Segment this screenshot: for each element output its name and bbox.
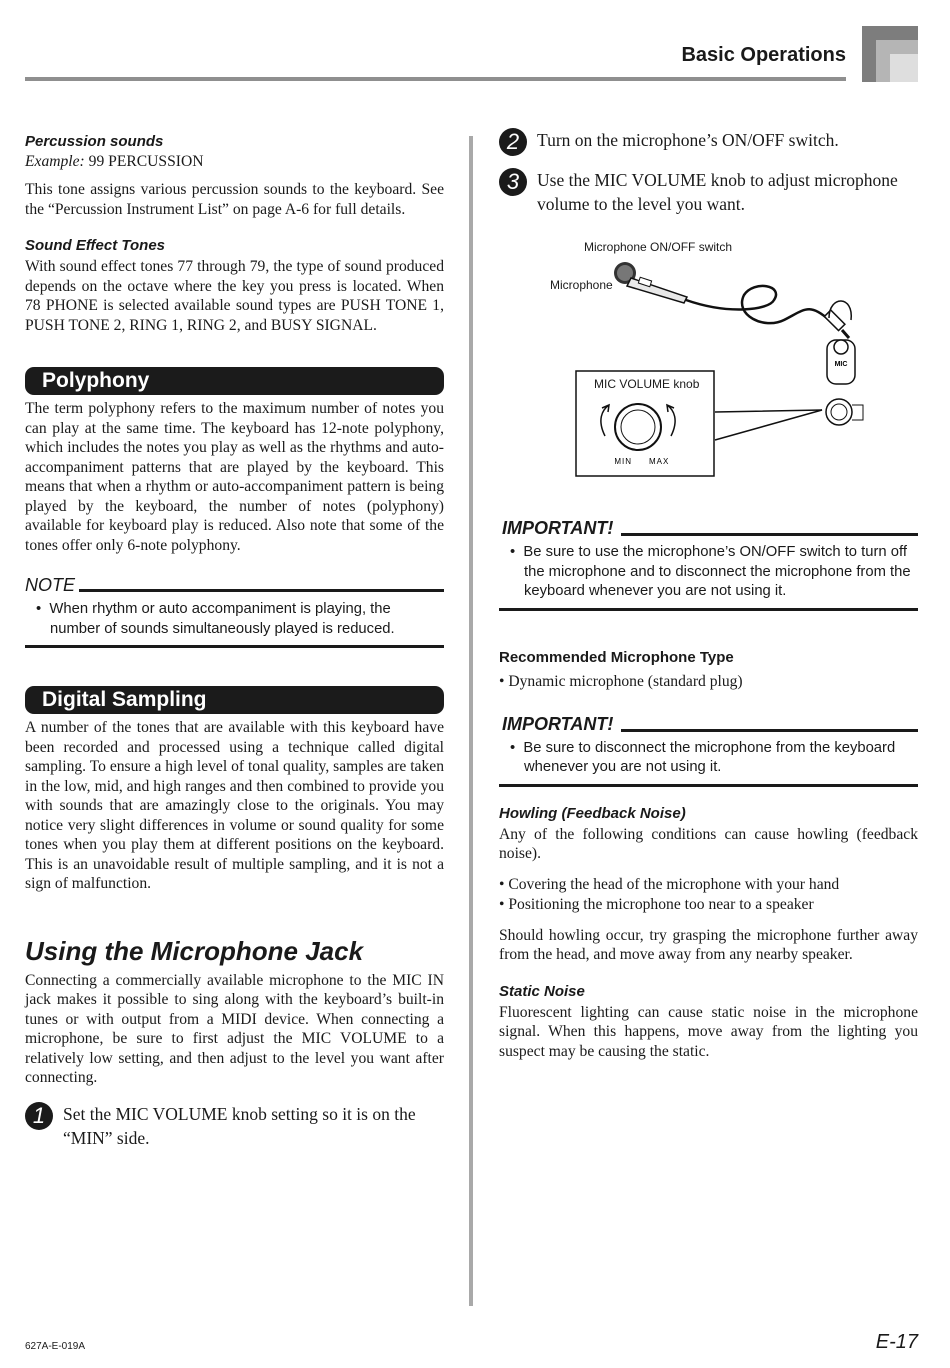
microphone-illustration <box>499 240 918 480</box>
mic-jack-icon <box>827 340 855 384</box>
howling-bullet: • Positioning the microphone too near to a speaker <box>499 895 814 913</box>
microphone-diagram <box>499 240 918 480</box>
step-number: 3 <box>499 168 527 196</box>
important-box-2 <box>499 712 918 787</box>
svg-text:MIC: MIC <box>834 361 848 368</box>
section-title: Basic Operations <box>681 44 846 66</box>
step-text: Set the MIC VOLUME knob setting so it is on the “MIN” side. <box>63 1103 416 1148</box>
page-number: E-17 <box>875 1331 918 1353</box>
static-heading: Static Noise <box>499 982 585 1000</box>
step-text: Use the MIC VOLUME knob to adjust microphone volume to the level you want. <box>537 170 898 214</box>
howling-heading: Howling (Feedback Noise) <box>499 804 686 822</box>
recommended-item: • Dynamic microphone (standard plug) <box>499 672 743 690</box>
step-text: Turn on the microphone’s ON/OFF switch. <box>537 130 839 150</box>
svg-text:MIN: MIN <box>614 457 632 466</box>
polyphony-body: The term polyphony refers to the maximum number of notes you can play at the same time. The keyboard has 12-note polyphony, which includes the notes you play as well as the rhythms and auto-accompaniment patterns that are played by the keyboard. This means that when a rhythm or auto-accompaniment pattern is being played by the keyboard, the number of notes (polyphony) available for keyboard play is reduced. Also note that some of the tones offer only 6-note polyphony. <box>25 400 444 554</box>
note-box <box>25 573 444 648</box>
percussion-example <box>25 152 444 172</box>
important-box-1 <box>499 516 918 611</box>
recommended-heading: Recommended Microphone Type <box>499 648 734 666</box>
microphone-icon <box>614 262 687 303</box>
header-corner-decoration <box>862 26 918 82</box>
important-label: IMPORTANT! <box>502 713 614 734</box>
example-label: Example: <box>25 153 85 170</box>
important-text: • Be sure to use the microphone’s ON/OFF switch to turn off the microphone and to disconnect the microphone from the keyboard whenever you are not using it. <box>510 544 911 599</box>
microphone-jack-heading: Using the Microphone Jack <box>25 935 364 966</box>
label-switch: Microphone ON/OFF switch <box>584 240 733 254</box>
sound-effect-heading: Sound Effect Tones <box>25 237 166 254</box>
digital-sampling-body: A number of the tones that are available with this keyboard have been recorded and processed using a technique called digital sampling. To ensure a high level of tonal quality, samples are taken in the low, mid, and high ranges and then combined to provide you with sounds that are amazingly close to the originals. You may notice very slight differences in volume or sound quality for some tones when you play them at different positions on the keyboard. This is an unavoidable result of multiple sampling, and it is not a sign of malfunction. <box>25 719 444 892</box>
digital-sampling-banner: Digital Sampling <box>25 686 444 714</box>
step-3 <box>499 168 918 216</box>
important-label: IMPORTANT! <box>502 518 614 538</box>
label-knob: MIC VOLUME knob <box>594 377 700 391</box>
percussion-heading: Percussion sounds <box>25 133 164 150</box>
howling-bullet: • Covering the head of the microphone with your hand <box>499 875 840 893</box>
column-divider <box>469 136 473 1306</box>
keyboard-knob-icon <box>826 399 863 425</box>
important-text: • Be sure to disconnect the microphone from the keyboard whenever you are not using it. <box>510 739 896 775</box>
step-number: 2 <box>499 128 527 156</box>
left-column <box>25 133 444 1150</box>
step-1 <box>25 1102 444 1150</box>
microphone-jack-body: Connecting a commercially available microphone to the MIC IN jack makes it possible to sing along with the keyboard’s built-in tunes or with output from a MIDI device. When connecting a microphone, be sure to first adjust the MIC VOLUME to a relatively low setting, and then adjust to the level you want after connecting. <box>25 971 444 1086</box>
note-text: • When rhythm or auto accompaniment is playing, the number of sounds simultaneously played is reduced. <box>36 601 395 637</box>
svg-text:MAX: MAX <box>649 457 670 466</box>
percussion-body: This tone assigns various percussion sounds to the keyboard. See the “Percussion Instrument List” on page A-6 for full details. <box>25 181 444 218</box>
plug-icon <box>824 301 851 338</box>
footer-code: 627A-E-019A <box>25 1341 86 1352</box>
note-label: NOTE <box>25 575 76 595</box>
step-number: 1 <box>25 1102 53 1130</box>
label-microphone: Microphone <box>550 278 613 292</box>
howling-intro: Any of the following conditions can cause howling (feedback noise). <box>499 825 918 862</box>
sound-effect-body: With sound effect tones 77 through 79, the type of sound produced depends on the octave where the key you press is located. When 78 PHONE is selected available sound types are PUSH TONE 1, PUSH TONE 2, RING 1, RING 2, and BUSY SIGNAL. <box>25 258 444 334</box>
right-column <box>499 128 918 1061</box>
polyphony-banner: Polyphony <box>25 367 444 395</box>
header-rule <box>25 77 846 81</box>
step-2 <box>499 128 918 156</box>
howling-body: Should howling occur, try grasping the microphone further away from the head, and move away from any nearby speaker. <box>499 926 918 963</box>
example-value: 99 PERCUSSION <box>88 153 204 170</box>
static-body: Fluorescent lighting can cause static noise in the microphone signal. When this happens, move away from the lighting you suspect may be causing the static. <box>499 1003 918 1060</box>
